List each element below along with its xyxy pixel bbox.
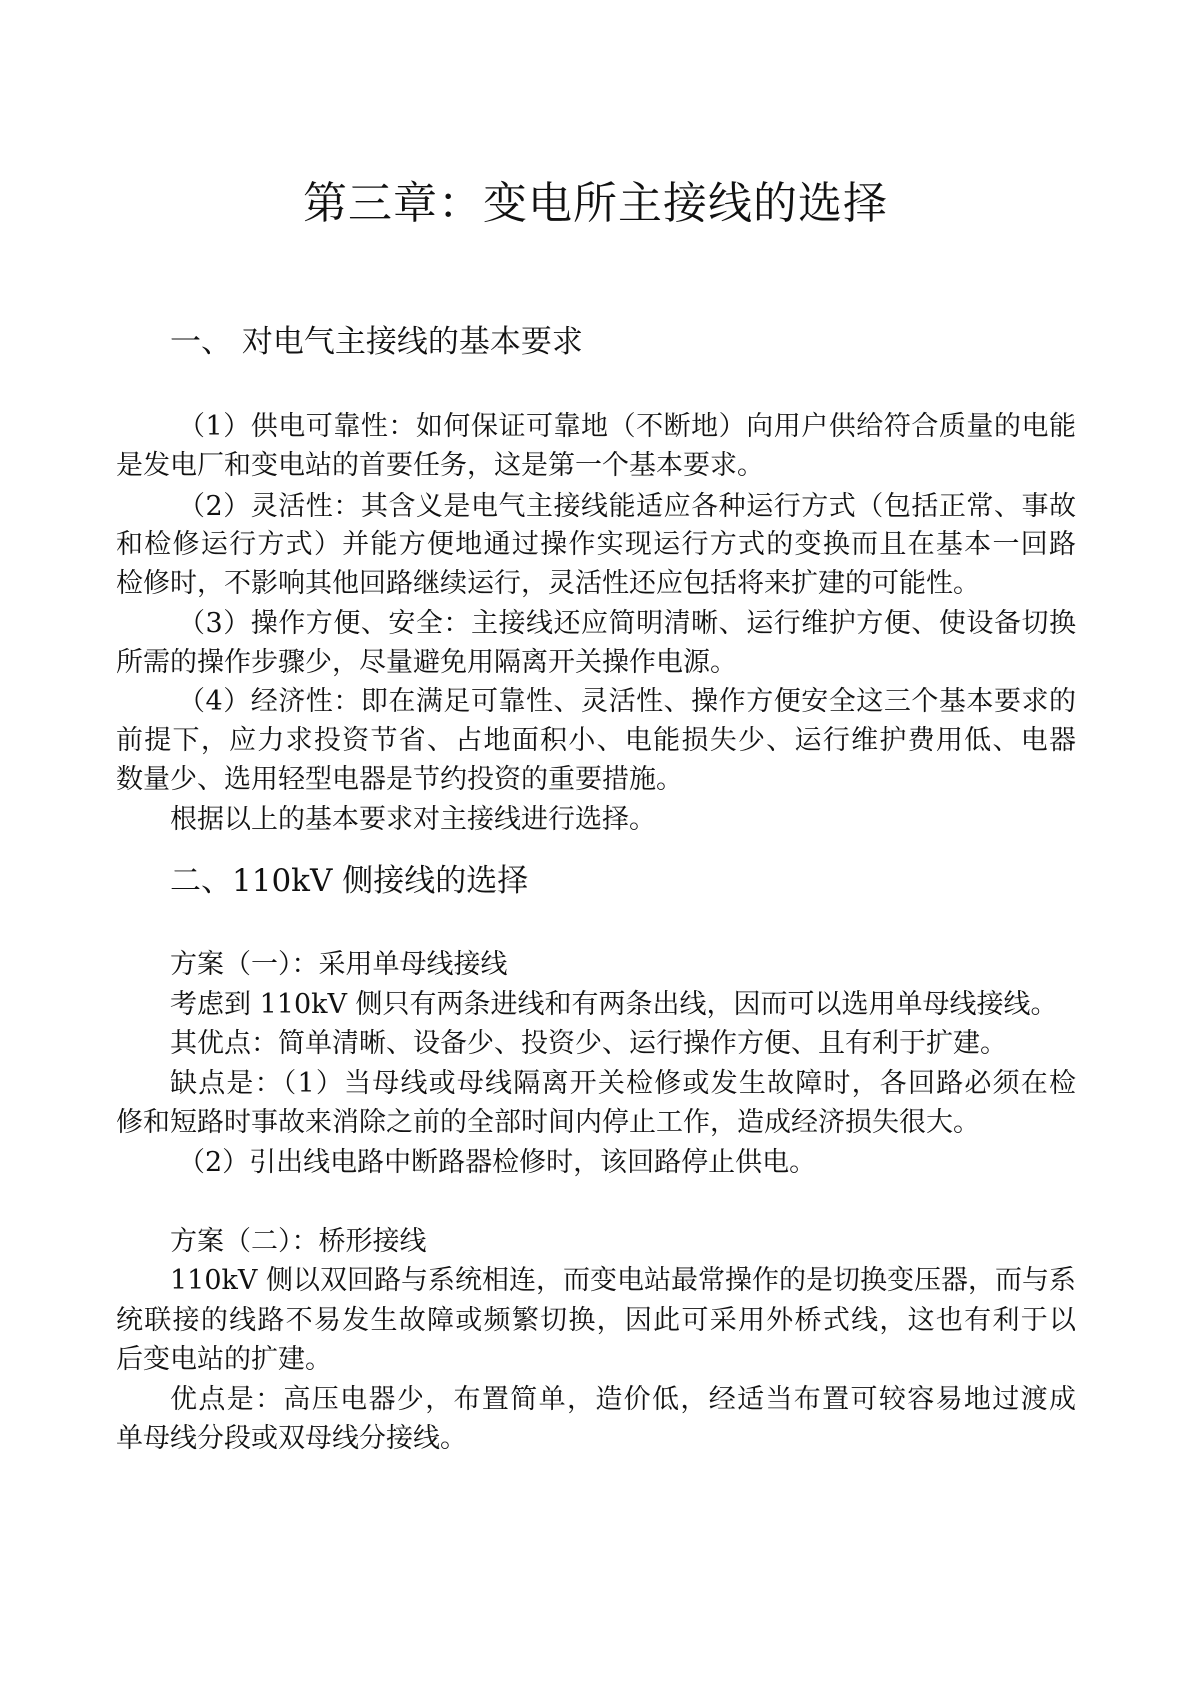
paragraph-line: （4）经济性：即在满足可靠性、灵活性、操作方便安全这三个基本要求的 <box>178 686 1076 717</box>
paragraph-line: 后变电站的扩建。 <box>116 1344 332 1375</box>
paragraph-line: 所需的操作步骤少，尽量避免用隔离开关操作电源。 <box>116 647 737 678</box>
paragraph-line: 优点是：高压电器少，布置简单，造价低，经适当布置可较容易地过渡成 <box>170 1384 1076 1415</box>
paragraph-line: 前提下，应力求投资节省、占地面积小、电能损失少、运行维护费用低、电器 <box>116 725 1076 756</box>
paragraph-line: 其优点：简单清晰、设备少、投资少、运行操作方便、且有利于扩建。 <box>170 1028 1007 1059</box>
section-heading-1: 一、 对电气主接线的基本要求 <box>170 324 583 360</box>
section-heading-2: 二、110kV 侧接线的选择 <box>170 863 529 899</box>
paragraph-line: 和检修运行方式）并能方便地通过操作实现运行方式的变换而且在基本一回路 <box>116 529 1076 560</box>
paragraph-line: （3）操作方便、安全：主接线还应简明清晰、运行维护方便、使设备切换 <box>178 608 1076 639</box>
paragraph-line: 修和短路时事故来消除之前的全部时间内停止工作，造成经济损失很大。 <box>116 1107 980 1138</box>
paragraph-line: 是发电厂和变电站的首要任务，这是第一个基本要求。 <box>116 450 764 481</box>
paragraph-line: 110kV 侧以双回路与系统相连，而变电站最常操作的是切换变压器，而与系 <box>170 1265 1076 1296</box>
plan-title: 方案（一）：采用单母线接线 <box>170 949 508 980</box>
paragraph-line: （1）供电可靠性：如何保证可靠地（不断地）向用户供给符合质量的电能 <box>178 411 1076 442</box>
paragraph-line: 检修时，不影响其他回路继续运行，灵活性还应包括将来扩建的可能性。 <box>116 568 980 599</box>
plan-title: 方案（二）：桥形接线 <box>170 1226 427 1257</box>
page-title: 第三章：变电所主接线的选择 <box>303 178 888 229</box>
paragraph-line: 缺点是：（1）当母线或母线隔离开关检修或发生故障时，各回路必须在检 <box>170 1068 1076 1099</box>
paragraph-line: 根据以上的基本要求对主接线进行选择。 <box>170 804 656 835</box>
paragraph-line: 考虑到 110kV 侧只有两条进线和有两条出线，因而可以选用单母线接线。 <box>170 989 1058 1020</box>
paragraph-line: （2）灵活性：其含义是电气主接线能适应各种运行方式（包括正常、事故 <box>178 491 1076 522</box>
paragraph-line: （2）引出线电路中断路器检修时，该回路停止供电。 <box>178 1147 817 1178</box>
paragraph-line: 统联接的线路不易发生故障或频繁切换，因此可采用外桥式线，这也有利于以 <box>116 1305 1076 1336</box>
paragraph-line: 数量少、选用轻型电器是节约投资的重要措施。 <box>116 764 683 795</box>
paragraph-line: 单母线分段或双母线分接线。 <box>116 1423 467 1454</box>
